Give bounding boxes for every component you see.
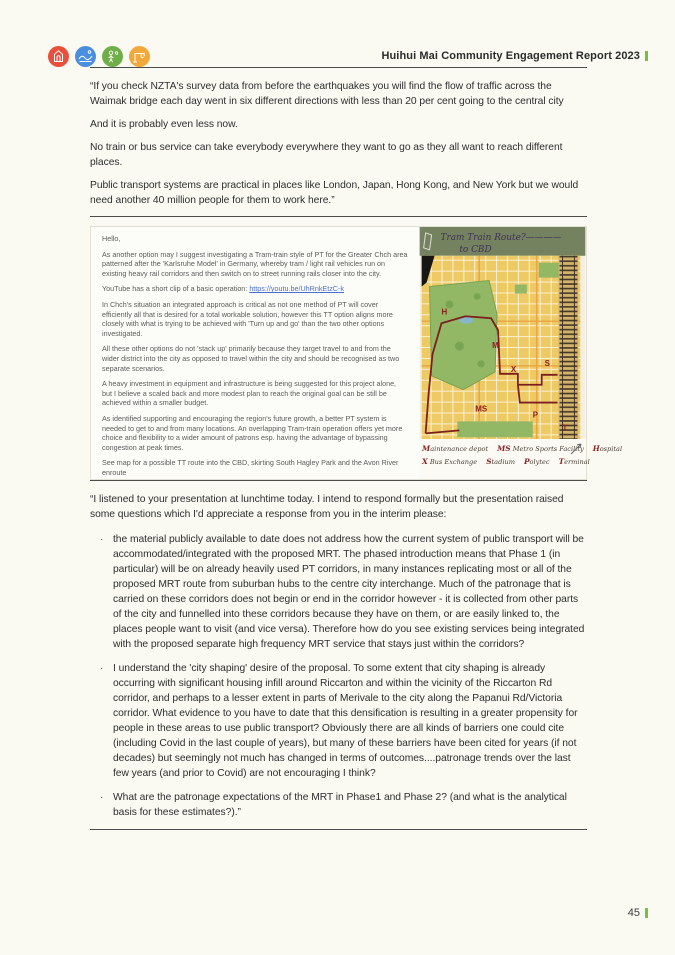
legend-text: aintenance depot — [430, 445, 489, 454]
legend-item — [559, 457, 590, 466]
quote1-paragraph: “If you check NZTA's survey data from before the earthquakes you will find the flow of traffic across the Waimak bridge each day went in six different directions with less than 20 per cent going to the central city — [90, 81, 564, 107]
letter-paragraph: As another option may I suggest investigating a Tram-train style of PT for the Greater Chch area patterned after the 'Karlsruhe Model' in Germany, whereby tram / light rail vehicles run on existing heavy rail corridors and then switch on to street running rails closer into the city. — [102, 249, 408, 278]
tram-route-map — [419, 227, 586, 439]
map-column — [419, 227, 623, 479]
map-marker: S — [544, 358, 550, 368]
letter-paragraph — [102, 284, 408, 294]
report-title — [381, 50, 648, 62]
quote2-intro: “I listened to your presentation at lunchtime today. I intend to respond formally but the presentation raised some questions which I'd appreciate a response from you in the interim please: — [90, 494, 564, 520]
legend-row-1 — [422, 444, 623, 454]
green-patch-mid — [515, 285, 527, 294]
legend-text: erminal — [564, 458, 590, 467]
letter-paragraph: Hello, — [102, 234, 121, 243]
letter-paragraph: A heavy investment in equipment and infrastructure is being suggested for this project alone, but I believe a scaled back and more modest plan to reach the original goal can be still be achieved within a smaller budget. — [102, 379, 397, 408]
question-text: What are the patronage expectations of the MRT in Phase1 and Phase 2? (and what is the analytical basis for these estimates?).” — [113, 792, 567, 818]
legend-text: tadium — [491, 458, 515, 467]
logo-group — [48, 46, 150, 67]
legend-item — [593, 444, 622, 453]
cathedral-icon — [48, 46, 69, 67]
bullet-marker: · — [100, 792, 104, 803]
question-item — [90, 661, 587, 781]
map-title-line2: to CBD — [459, 244, 492, 255]
divider-above-scan — [90, 216, 587, 217]
youtube-link[interactable]: https://youtu.be/UhRnkEtzC-k — [249, 284, 344, 294]
question-item — [90, 532, 587, 652]
question-text: I understand the 'city shaping' desire of the proposal. To some extent that city shaping is already occurring with significant housing infill around Riccarton and within the vicinity of the Riccarton Rd corridor, and perhaps to a lesser extent in parts of Merivale to the city along the Papanui Rd/Victoria corridor. What evidence to you have to date that this densification is resulting in a greater propensity for people in these areas to use public transport? Obviously there are all kinds of barriers one could cite (including Covid in the last couple of years), but many of these barriers have been cited for years (if not decades) but seemingly not much has changed in terms of outcomes....patronage trends over the last few years (and prior to Covid) are not encouraging I think? — [113, 663, 578, 779]
legend-item — [422, 444, 488, 453]
legend-letter: X — [422, 457, 428, 467]
green-patch-south — [457, 421, 532, 437]
legend-letter: M — [422, 444, 431, 454]
page-number: 45 — [627, 907, 640, 919]
legend-text: ospital — [599, 445, 623, 454]
letter-link-prefix: YouTube has a short clip of a basic operation: — [102, 284, 250, 294]
scanned-letter — [91, 227, 419, 479]
question-list — [90, 532, 587, 820]
map-marker: MS — [475, 404, 488, 414]
divider-bottom — [90, 829, 587, 830]
crane-icon — [129, 46, 150, 67]
railway-ties — [559, 256, 579, 440]
letter-paragraph: All these other options do not 'stack up' primarily because they target travel to and from the wider district into the city as opposed to travel within the city and should be recognised as two separate scenarios. — [102, 344, 400, 373]
scanned-submission — [90, 226, 623, 480]
legend-text: olytec — [529, 458, 550, 467]
footer-accent-bar — [645, 908, 648, 918]
letter-paragraph: See map for a possible TT route into the CBD, skirting South Hagley Park and the Avon River enroute — [102, 458, 399, 477]
legend-item — [524, 457, 550, 466]
legend-letter: MS — [497, 444, 511, 454]
page-content — [90, 67, 623, 830]
map-marker: T — [562, 423, 568, 433]
legend-letter: S — [486, 457, 492, 467]
bullet-marker: · — [100, 663, 104, 674]
divider-top — [90, 67, 587, 68]
page-footer — [628, 907, 648, 919]
report-title-text: Huihui Mai Community Engagement Report 2023 — [381, 50, 640, 62]
title-accent-bar — [645, 51, 648, 61]
map-marker: M — [492, 341, 499, 351]
quote1-paragraph: And it is probably even less now. — [90, 119, 238, 130]
question-text: the material publicly available to date does not address how the current system of public transport will be accommodated/integrated with the proposed MRT. The phased introduction means that Phase 1 (in particular) will be on already heavily used PT corridors, in many instances replicating most or all of the proposed MRT route from suburban hubs to the centre city interchange. Much of the patronage that is carried on these corridors does not begin or end in the corridor however - it is collected from other parts of the city and funnelled into these corridors because they have on them, or are easily linked to, the places people want to visit (and vice versa). Therefore how do you see existing services being integrated with the proposed separate high frequency MRT service that stays just within the corridors? — [113, 534, 585, 650]
letter-paragraph: In Chch's situation an integrated approach is critical as not one method of PT will cover efficiently all that is desired for a total workable solution, however this TT option aligns more closely with what is trying to be achieved with 'Turn up and go' than the two other options investigated. — [102, 299, 393, 338]
map-marker: H — [441, 307, 448, 317]
legend-item — [422, 457, 477, 466]
legend-letter: T — [558, 457, 565, 467]
legend-text: Metro Sports Facility — [510, 445, 584, 454]
letter-paragraph: As identified supporting and encouraging the region's future growth, a better PT system is needed to get to and from many locations. An overlapping Tram-train operation offers yet more choice and flexibility to a wider amount of patrons esp. having the advantage of bypassing congestion at peak times. — [102, 413, 403, 452]
bullet-marker: · — [100, 534, 104, 545]
pen-arrow-doodle — [569, 441, 584, 456]
legend-letter: P — [523, 457, 530, 467]
quote1-paragraph: No train or bus service can take everybody everywhere they want to go as they all want to reach different places. — [90, 142, 563, 168]
hills-bridge-icon — [75, 46, 96, 67]
map-marker: P — [532, 410, 539, 420]
map-legend — [419, 439, 623, 479]
quote1-paragraph: Public transport systems are practical in places like London, Japan, Hong Kong, and New York but we would need another 40 million people for them to work here.” — [90, 180, 579, 206]
question-item — [90, 790, 587, 820]
legend-row-2 — [422, 457, 590, 467]
person-plant-icon — [102, 46, 123, 67]
legend-letter: H — [592, 444, 600, 454]
map-title-line1: Tram Train Route?———— — [440, 232, 562, 243]
map-marker: X — [510, 364, 517, 374]
divider-below-scan — [90, 480, 587, 481]
hagley-park — [430, 281, 497, 390]
legend-item — [486, 457, 515, 466]
page-header — [0, 0, 675, 67]
legend-text: Bus Exchange — [427, 458, 478, 467]
